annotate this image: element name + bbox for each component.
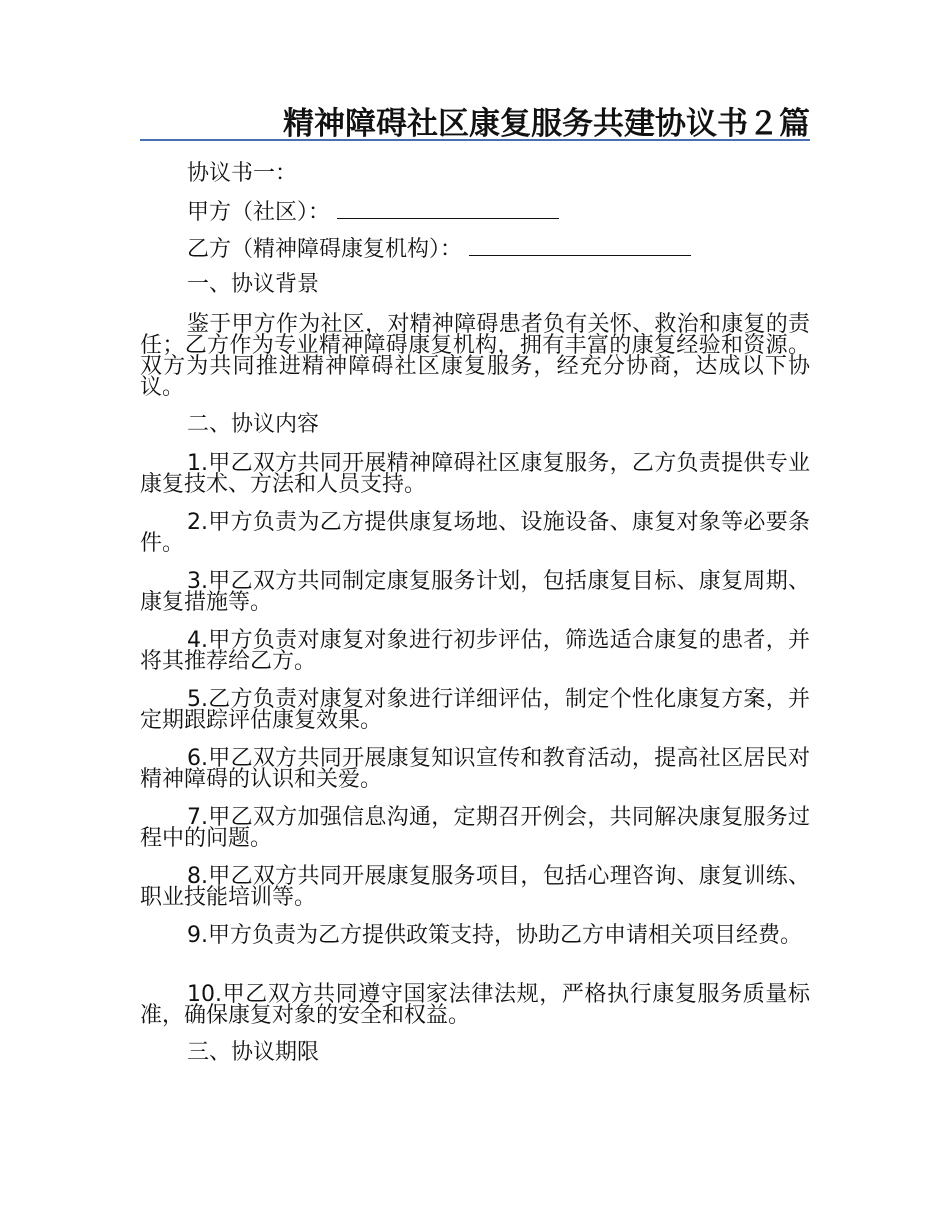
item-paragraph: 7.甲乙双方加强信息沟通，定期召开例会，共同解决康复服务过程中的问题。 (140, 805, 810, 851)
section3-heading: 三、协议期限 (187, 1040, 320, 1065)
document-title: 精神障碍社区康复服务共建协议书２篇 (283, 106, 810, 142)
section1-heading: 一、协议背景 (187, 272, 320, 297)
section2-heading: 二、协议内容 (187, 412, 320, 437)
item-paragraph: 9.甲方负责为乙方提供政策支持，协助乙方申请相关项目经费。 (187, 923, 802, 948)
item-paragraph: 8.甲乙双方共同开展康复服务项目，包括心理咨询、康复训练、职业技能培训等。 (140, 864, 810, 910)
agreement-label: 协议书一： (187, 161, 298, 186)
party-b-blank (469, 233, 691, 256)
item-paragraph: 10.甲乙双方共同遵守国家法律法规，严格执行康复服务质量标准，确保康复对象的安全和权益。 (140, 982, 810, 1028)
item-paragraph: 5.乙方负责对康复对象进行详细评估，制定个性化康复方案，并定期跟踪评估康复效果。 (140, 687, 810, 733)
item-paragraph: 2.甲方负责为乙方提供康复场地、设施设备、康复对象等必要条件。 (140, 510, 810, 556)
party-a-blank (337, 196, 559, 219)
item-paragraph: 3.甲乙双方共同制定康复服务计划，包括康复目标、康复周期、康复措施等。 (140, 569, 810, 615)
item-paragraph: 6.甲乙双方共同开展康复知识宣传和教育活动，提高社区居民对精神障碍的认识和关爱。 (140, 746, 810, 792)
item-paragraph: 4.甲方负责对康复对象进行初步评估，筛选适合康复的患者，并将其推荐给乙方。 (140, 628, 810, 674)
background-paragraph: 鉴于甲方作为社区，对精神障碍患者负有关怀、救治和康复的责任；乙方作为专业精神障碍康复机构，拥有丰富的康复经验和资源。双方为共同推进精神障碍社区康复服务，经充分协商，达成以下协议。 (140, 312, 810, 400)
item-paragraph: 1.甲乙双方共同开展精神障碍社区康复服务，乙方负责提供专业康复技术、方法和人员支持。 (140, 451, 810, 497)
party-a-label: 甲方（社区）： (187, 200, 331, 225)
party-b-line (187, 233, 691, 265)
party-a-line (187, 196, 559, 228)
party-b-label: 乙方（精神障碍康复机构）： (187, 237, 463, 262)
title-underline (140, 139, 810, 141)
